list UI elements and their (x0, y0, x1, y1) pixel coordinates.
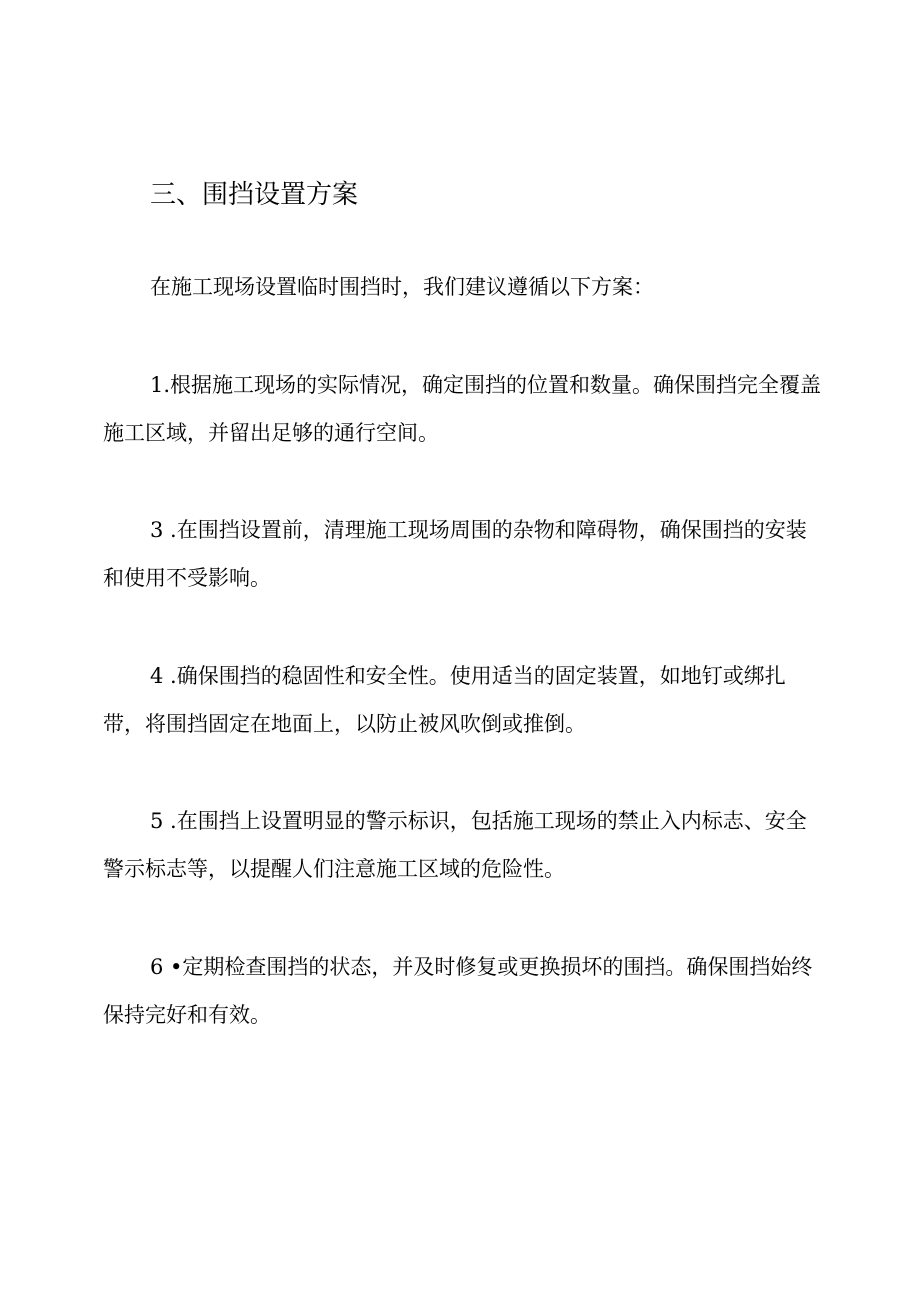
list-item-6: 6 •定期检查围挡的状态，并及时修复或更换损坏的围挡。确保围挡始终保持完好和有效。 (103, 955, 813, 1027)
list-item-4: 4 .确保围挡的稳固性和安全性。使用适当的固定装置，如地钉或绑扎带，将围挡固定在地面上，以防止被风吹倒或推倒。 (103, 664, 786, 736)
intro-paragraph: 在施工现场设置临时围挡时，我们建议遵循以下方案： (150, 275, 654, 299)
list-item-3: 3 .在围挡设置前，清理施工现场周围的杂物和障碍物，确保围挡的安装和使用不受影响。 (103, 518, 807, 590)
section-heading: 三、围挡设置方案 (150, 180, 359, 210)
list-item-5: 5 .在围挡上设置明显的警示标识，包括施工现场的禁止入内标志、安全警示标志等，以提醒人们注意施工区域的危险性。 (103, 809, 807, 881)
list-item-1: 1.根据施工现场的实际情况，确定围挡的位置和数量。确保围挡完全覆盖施工区域，并留出足够的通行空间。 (103, 373, 822, 445)
